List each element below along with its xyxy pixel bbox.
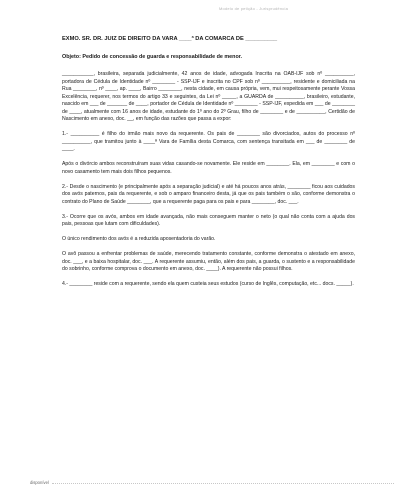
paragraph-2: 2.- Desde o nascimento (e principalmente após a separação judicial) e até há poucos anos atrás, ________ ficou aos cuidados dos avós paternos, pais da requerente, e sob o amparo financeiro desta, já que os pais também o são, conforme demonstra o contrato do Plano de Saúde ________, que a requerente paga para os pais e para ________, doc. ___. <box>62 183 355 205</box>
document-page <box>62 36 355 296</box>
footer-divider <box>52 483 394 484</box>
document-title: EXMO. SR. DR. JUIZ DE DIREITO DA VARA ____ª DA COMARCA DE __________ <box>62 36 278 42</box>
paragraph-qualification: ___________, brasileira, separada judicialmente, 42 anos de idade, advogada Inscrita na OAB-IJF sob nº __________, portadora de Cédula de Identidade nº ________ - SSP-IJF e inscrita no CPF sob nº __________, residente e domiciliada na Rua ________, nº ____, ap. ____, Bairro ________, nesta cidade, em causa própria, vem, mui respeitosamente perante Vossa Excelência, requerer, nos termos do artigo 33 e seguintes, da Lei nº _____, a GUARDA de __________, brasileiro, estudante, nascido em ___ de _______ de ____, portador de Cédula de Identidade nº ________ - SSP-IJF, expedida em ___ de ________ de ____, atualmente com 16 anos de idade, estudante do 1º ano do 2º Grau, filho de ________ e de __________, Certidão de Nascimento em anexo, doc. __, em função das razões que passa a expor: <box>62 71 355 122</box>
paragraph-income: O único rendimento dos avós é a reduzida aposentadoria do varão. <box>62 236 216 242</box>
paragraph-3: 3.- Ocorre que os avós, ambos em idade avançada, não mais conseguem manter o neto (o qual não conta com a ajuda dos pais, pessoas que lutam com dificuldades). <box>62 213 355 227</box>
paragraph-health: O avô passou a enfrentar problemas de saúde, merecendo tratamento constante, conforme demonstra o atestado em anexo, doc. ___, e a baixa hospitalar, doc. ___. A requerente assumiu, então, além dos pais, a guarda, o sustento e a responsabilidade do sobrinho, conforme comprova o documento em anexo, doc. ____). A requerente não possui filhos. <box>62 251 355 272</box>
paragraph-4: 4.- ________ reside com a requerente, sendo ela quem custeia seus estudos (curso de Inglês, computação, etc... docs. _____). <box>62 281 354 287</box>
paragraph-divorce: Após o divórcio ambos reconstruíram suas vidas casando-se novamente. Ele reside em ________. Ela, em ________ e com o novo casamento tem mais dois filhos pequenos. <box>62 161 355 175</box>
paragraph-1: 1.- __________ é filho do irmão mais novo da requerente. Os pais de ________ são divorciados, autos do processo nº __________, que tramitou junto à ____ª Vara de Família desta Comarca, com sentença transitada em ___ de ________ de ____. <box>62 131 355 152</box>
footer-label: disponível <box>30 480 49 485</box>
header-stamp: Modelo de petição - Jurisprudência <box>218 6 288 11</box>
document-subject: Objeto: Pedido de concessão de guarda e responsabilidade de menor. <box>62 53 243 60</box>
